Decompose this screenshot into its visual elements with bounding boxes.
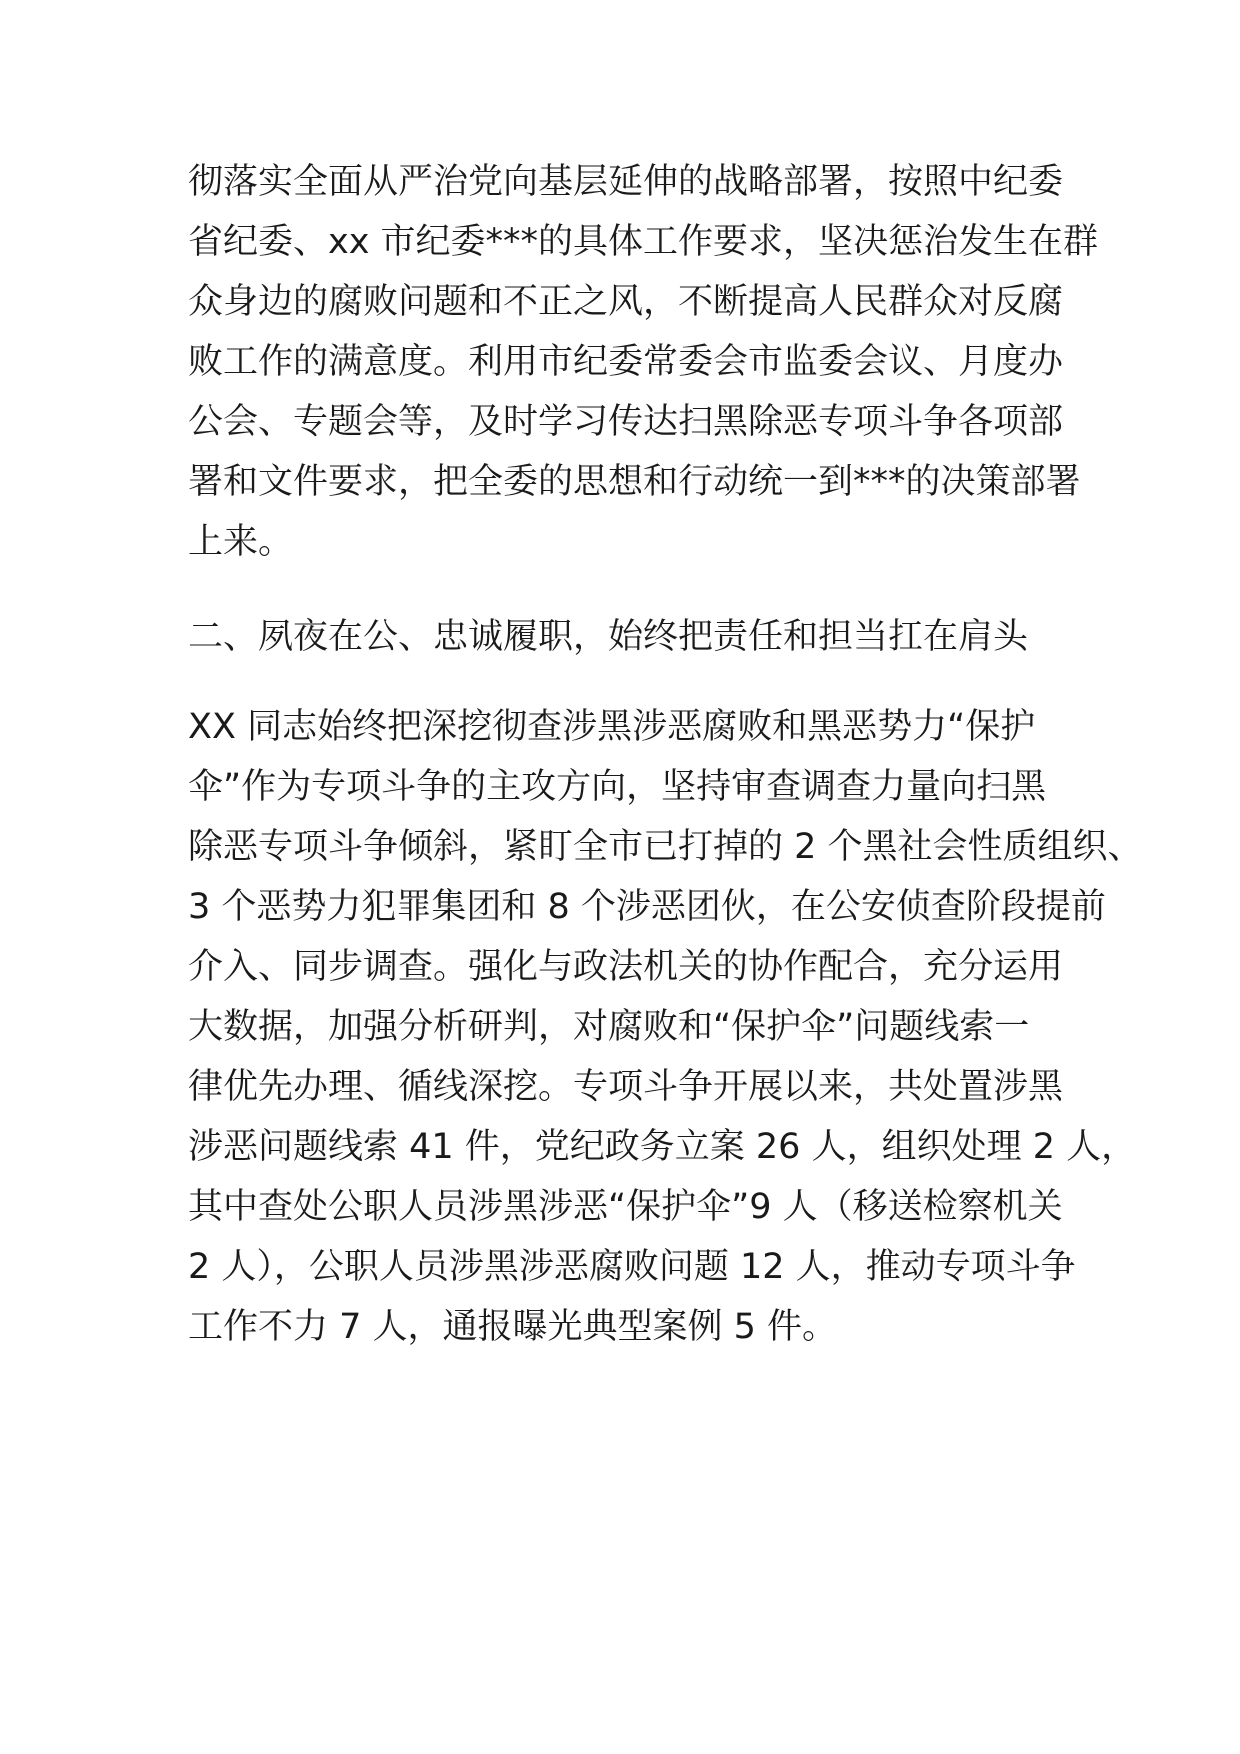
paragraph-line: 彻落实全面从严治党向基层延伸的战略部署，按照中纪委 [188,162,1064,202]
paragraph-line: 败工作的满意度。利用市纪委常委会市监委会议、月度办 [188,342,1064,382]
paragraph-line: 上来。 [188,522,294,562]
paragraph-line: 署和文件要求，把全委的思想和行动统一到***的决策部署 [188,462,1081,502]
paragraph-line: 介入、同步调查。强化与政法机关的协作配合，充分运用 [188,947,1064,987]
paragraph-line: 公会、专题会等，及时学习传达扫黑除恶专项斗争各项部 [188,402,1064,442]
paragraph-line: 其中查处公职人员涉黑涉恶“保护伞”9 人（移送检察机关 [188,1187,1063,1227]
paragraph-line: 涉恶问题线索 41 件，党纪政务立案 26 人，组织处理 2 人， [188,1127,1137,1167]
paragraph-line: 工作不力 7 人，通报曝光典型案例 5 件。 [188,1307,838,1347]
paragraph-line: 众身边的腐败问题和不正之风，不断提高人民群众对反腐 [188,282,1064,322]
section-heading: 二、夙夜在公、忠诚履职，始终把责任和担当扛在肩头 [188,617,1029,657]
paragraph-line: 3 个恶势力犯罪集团和 8 个涉恶团伙，在公安侦查阶段提前 [188,887,1106,927]
paragraph-line: 2 人），公职人员涉黑涉恶腐败问题 12 人，推动专项斗争 [188,1247,1076,1287]
paragraph-line: 除恶专项斗争倾斜，紧盯全市已打掉的 2 个黑社会性质组织、 [188,827,1143,867]
paragraph-line: 伞”作为专项斗争的主攻方向，坚持审查调查力量向扫黑 [188,767,1047,807]
paragraph-line: 省纪委、xx 市纪委***的具体工作要求，坚决惩治发生在群 [188,222,1099,262]
paragraph-line: 律优先办理、循线深挖。专项斗争开展以来，共处置涉黑 [188,1067,1064,1107]
paragraph-line: XX 同志始终把深挖彻查涉黑涉恶腐败和黑恶势力“保护 [188,707,1036,747]
paragraph-line: 大数据，加强分析研判，对腐败和“保护伞”问题线索一 [188,1007,1030,1047]
